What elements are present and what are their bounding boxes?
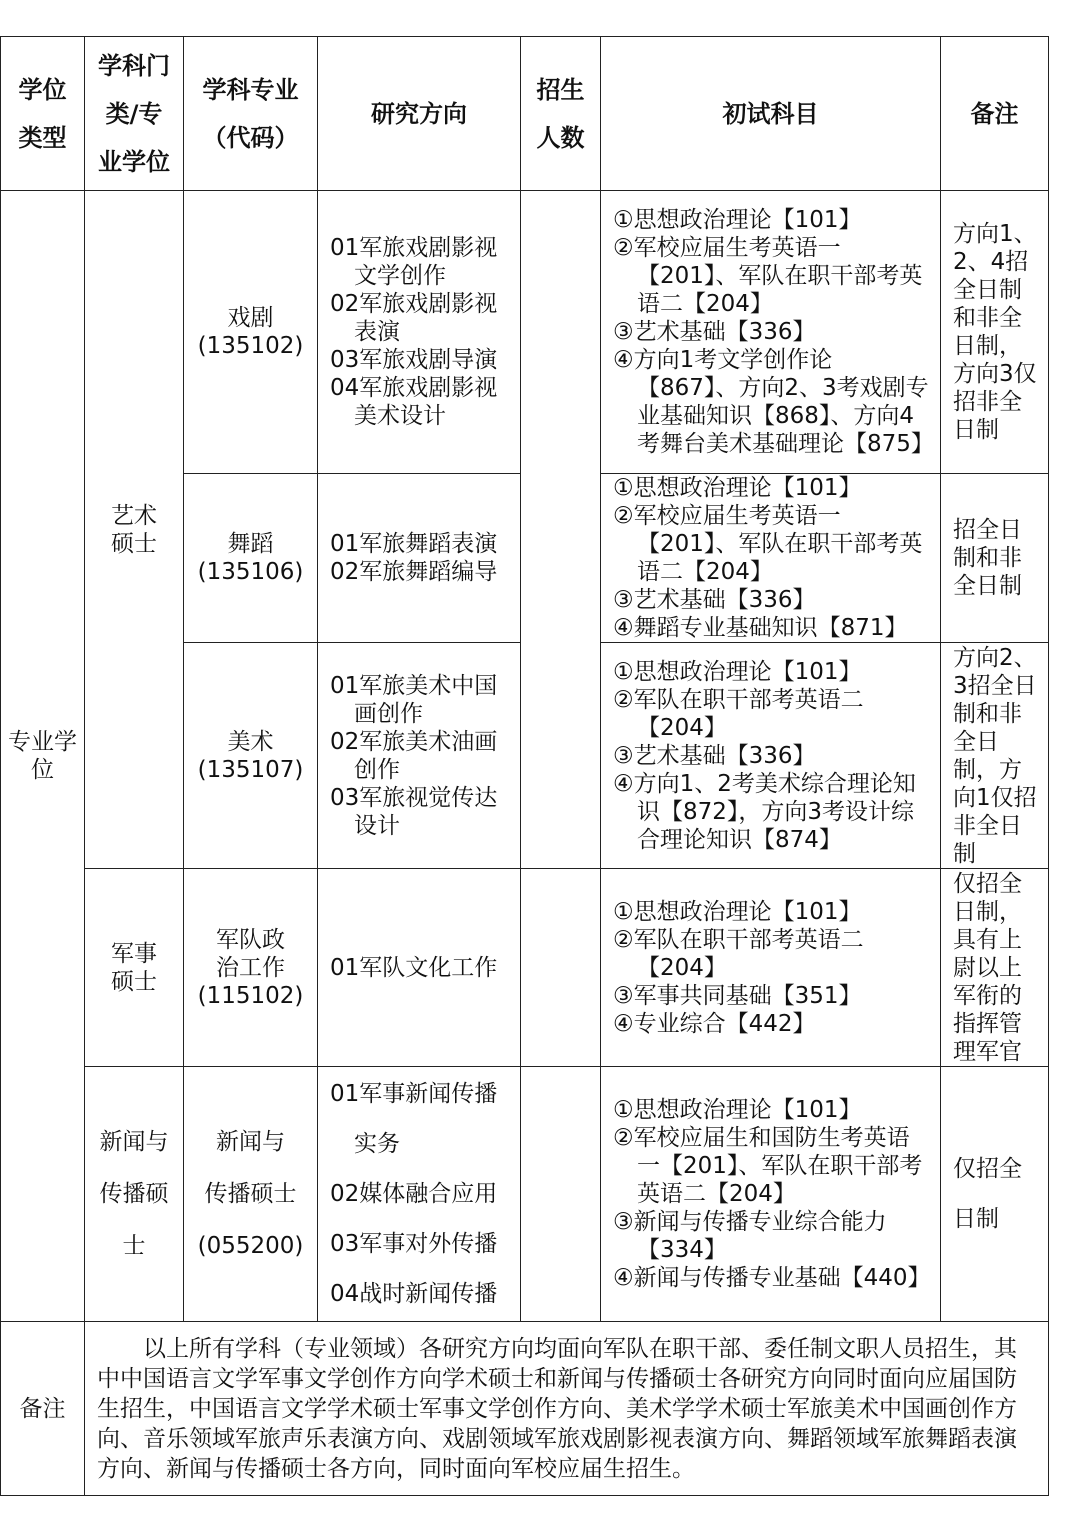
directions-cell: 01军旅美术中国画创作 02军旅美术油画创作 03军旅视觉传达设计	[318, 643, 521, 869]
header-enrollment: 招生 人数	[521, 37, 601, 191]
subjects-cell: ①思想政治理论【101】 ②军队在职干部考英语二【204】 ③军事共同基础【351】 ④专业综合【442】	[601, 869, 941, 1067]
major-cell: 新闻与 传播硕士 (055200)	[184, 1067, 318, 1322]
remark-cell: 方向2、3招全日制和非全日制，方向1仅招非全日制	[941, 643, 1049, 869]
directions-cell: 01军事新闻传播实务 02媒体融合应用 03军事对外传播 04战时新闻传播	[318, 1067, 521, 1322]
remark-cell: 招全日制和非全日制	[941, 474, 1049, 643]
header-category: 学科门 类/专 业学位	[85, 37, 184, 191]
major-cell: 戏剧 (135102)	[184, 191, 318, 474]
subjects-cell: ①思想政治理论【101】 ②军队在职干部考英语二【204】 ③艺术基础【336】 ④方向1、2考美术综合理论知识【872】，方向3考设计综合理论知识【874】	[601, 643, 941, 869]
table-row	[1, 1067, 1049, 1322]
directions-cell: 01军队文化工作	[318, 869, 521, 1067]
subjects-cell: ①思想政治理论【101】 ②军校应届生考英语一【201】、军队在职干部考英语二【204】 ③艺术基础【336】 ④舞蹈专业基础知识【871】	[601, 474, 941, 643]
major-cell: 军队政 治工作 (115102)	[184, 869, 318, 1067]
category-cell: 新闻与 传播硕 士	[85, 1067, 184, 1322]
degree-type-cell: 专业学位	[1, 191, 85, 1322]
table-row	[1, 869, 1049, 1067]
note-label: 备注	[1, 1322, 85, 1496]
header-row	[1, 37, 1049, 191]
directions-cell: 01军旅戏剧影视文学创作 02军旅戏剧影视表演 03军旅戏剧导演 04军旅戏剧影视美术设计	[318, 191, 521, 474]
subjects-cell: ①思想政治理论【101】 ②军校应届生和国防生考英语一【201】、军队在职干部考英语二【204】 ③新闻与传播专业综合能力【334】 ④新闻与传播专业基础【440】	[601, 1067, 941, 1322]
enrollment-cell	[521, 191, 601, 869]
remark-cell: 方向1、2、4招全日制和非全日制，方向3仅招非全日制	[941, 191, 1049, 474]
note-text: 以上所有学科（专业领域）各研究方向均面向军队在职干部、委任制文职人员招生，其中中国语言文学军事文学创作方向学术硕士和新闻与传播硕士各研究方向同时面向应届国防生招生，中国语言文学学术硕士军事文学创作方向、美术学学术硕士军旅美术中国画创作方向、音乐领域军旅声乐表演方向、戏剧领域军旅戏剧影视表演方向、舞蹈领域军旅舞蹈表演方向、新闻与传播硕士各方向，同时面向军校应届生招生。	[85, 1322, 1049, 1496]
category-cell: 军事 硕士	[85, 869, 184, 1067]
header-remark: 备注	[941, 37, 1049, 191]
category-cell: 艺术 硕士	[85, 191, 184, 869]
remark-cell: 仅招全日制	[941, 1067, 1049, 1322]
header-exam: 初试科目	[601, 37, 941, 191]
subjects-cell: ①思想政治理论【101】 ②军校应届生考英语一【201】、军队在职干部考英语二【204】 ③艺术基础【336】 ④方向1考文学创作论【867】、方向2、3考戏剧专业基础知识【868】、方向4考舞台美术基础理论【875】	[601, 191, 941, 474]
header-degree-type: 学位 类型	[1, 37, 85, 191]
header-major-code: 学科专业 （代码）	[184, 37, 318, 191]
major-cell: 美术 (135107)	[184, 643, 318, 869]
enrollment-table	[0, 36, 1049, 1496]
header-direction: 研究方向	[318, 37, 521, 191]
enrollment-cell	[521, 869, 601, 1067]
note-row	[1, 1322, 1049, 1496]
major-cell: 舞蹈 (135106)	[184, 474, 318, 643]
remark-cell: 仅招全日制，具有上尉以上军衔的指挥管理军官	[941, 869, 1049, 1067]
directions-cell: 01军旅舞蹈表演 02军旅舞蹈编导	[318, 474, 521, 643]
table-row	[1, 191, 1049, 474]
enrollment-cell	[521, 1067, 601, 1322]
